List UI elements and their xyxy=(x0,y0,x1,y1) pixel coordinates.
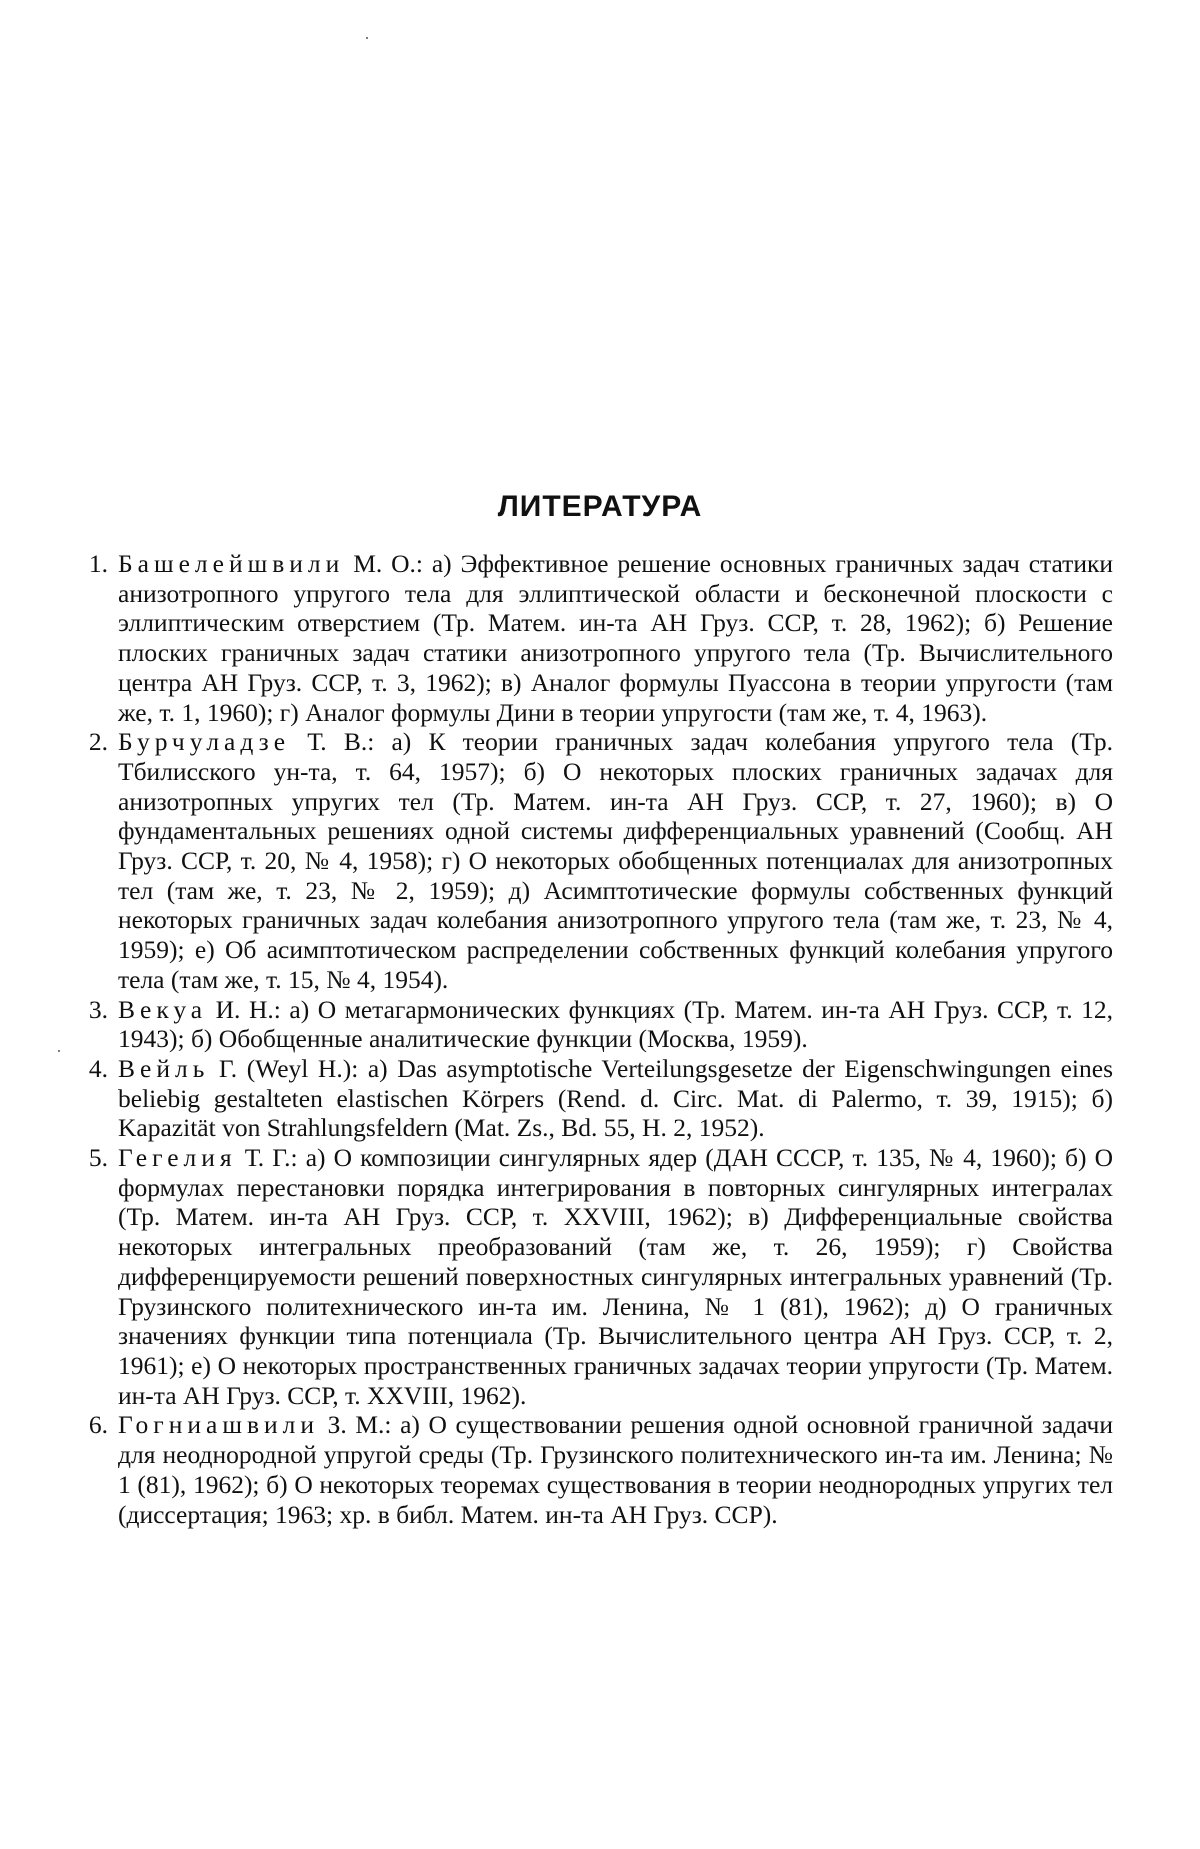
entry-text: Т. В.: а) К теории граничных задач колебания упругого тела (Тр. Тбилисского ун-та, т. 64, 1957); б) О некоторых плоских граничных задачах для анизотропных упругих тел (Тр. Матем. ин-та АН Груз. ССР, т. 27, 1960); в) О фундаментальных решениях одной системы дифференциальных уравнений (Сообщ. АН Груз. ССР, т. 20, № 4, 1958); г) О некоторых обобщенных потенциалах для анизотропных тел (там же, т. 23, № 2, 1959); д) Асимптотические формулы собственных функций некоторых граничных задач колебания анизотропного упругого тела (там же, т. 23, № 4, 1959); е) Об асимптотическом распределении собственных функций колебания упругого тела (там же, т. 15, № 4, 1954). xyxy=(118,727,1113,994)
entry-number: 3. xyxy=(88,994,108,1024)
entry-number: 2. xyxy=(88,727,108,757)
entry-number: 6. xyxy=(88,1410,108,1440)
bibliography-entry xyxy=(68,727,1113,994)
bibliography-list xyxy=(68,549,1113,1529)
entry-author: Гегелия xyxy=(118,1143,237,1173)
entry-number: 1. xyxy=(88,549,108,578)
bibliography-entry xyxy=(68,1054,1113,1143)
entry-text: З. М.: а) О существовании решения одной основной граничной задачи для неоднородной упругой среды (Тр. Грузинского политехнического ин-та им. Ленина; № 1 (81), 1962); б) О некоторых теоремах существования в теории неоднородных упругих тел (диссертация; 1963; хр. в библ. Матем. ин-та АН Груз. ССР). xyxy=(118,1410,1114,1529)
entry-author: Векуа xyxy=(118,994,208,1024)
scan-speck xyxy=(58,1050,60,1052)
bibliography-entry xyxy=(68,1410,1113,1529)
entry-text: Т. Г.: а) О композиции сингулярных ядер (ДАН СССР, т. 135, № 4, 1960); б) О формулах перестановки порядка интегрирования в повторных сингулярных интегралах (Тр. Матем. ин-та АН Груз. ССР, т. XXVIII, 1962); в) Дифференциальные свойства некоторых интегральных преобразований (там же, т. 26, 1959); г) Свойства дифференцируемости решений поверхностных сингулярных интегральных уравнений (Тр. Грузинского политехнического ин-та им. Ленина, № 1 (81), 1962); д) О граничных значениях функции типа потенциала (Тр. Вычислительного центра АН Груз. ССР, т. 2, 1961); е) О некоторых пространственных граничных задачах теории упругости (Тр. Матем. ин-та АН Груз. ССР, т. XXVIII, 1962). xyxy=(118,1143,1113,1410)
entry-number: 5. xyxy=(88,1143,108,1173)
entry-text: М. О.: а) Эффективное решение основных граничных задач статики анизотропного упругого тела для эллиптической области и бесконечной плоскости с эллиптическим отверстием (Тр. Матем. ин-та АН Груз. ССР, т. 28, 1962); б) Решение плоских граничных задач статики анизотропного упругого тела (Тр. Вычислительного центра АН Груз. ССР, т. 3, 1962); в) Аналог формулы Пуассона в теории упругости (там же, т. 1, 1960); г) Аналог формулы Дини в теории упругости (там же, т. 4, 1963). xyxy=(118,549,1114,727)
entry-author: Башелейшвили xyxy=(118,549,345,578)
scan-speck xyxy=(366,37,368,39)
entry-author: Бурчуладзе xyxy=(118,727,291,757)
entry-number: 4. xyxy=(88,1053,108,1083)
entry-text: И. Н.: а) О метагармонических функциях (Тр. Матем. ин-та АН Груз. ССР, т. 12, 1943); б) Обобщенные аналитические функции (Москва, 1959). xyxy=(118,994,1113,1054)
bibliography-entry xyxy=(68,549,1113,727)
bibliography-entry xyxy=(68,1143,1113,1410)
entry-author: Вейль xyxy=(118,1053,210,1083)
entry-text: Г. (Weyl H.): а) Das asymptotische Verteilungsgesetze der Eigenschwingungen eines beliebig gestalteten elastischen Körpers (Rend. d. Circ. Mat. di Palermo, т. 39, 1915); б) Kapazität von Strahlungsfeldern (Mat. Zs., Bd. 55, H. 2, 1952). xyxy=(118,1053,1114,1143)
entry-author: Гогниашвили xyxy=(118,1410,320,1440)
bibliography-entry xyxy=(68,995,1113,1054)
bibliography-heading: ЛИТЕРАТУРА xyxy=(497,490,703,523)
